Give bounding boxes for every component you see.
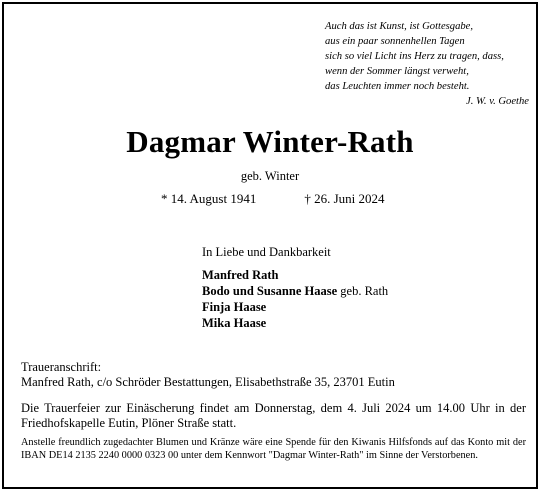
mourner-name: Finja Haase [202,300,267,314]
ceremony-info: Die Trauerfeier zur Einäscherung findet am Donnerstag, dem 4. Juli 2024 um 14.00 Uhr in der Friedhofskapelle Eutin, Plöner Straße statt. [21,401,526,430]
death-date: † 26. Juni 2024 [304,191,385,206]
mourners-intro: In Liebe und Dankbarkeit [202,245,331,259]
poem-line: aus ein paar sonnenhellen Tagen [325,36,465,47]
mourner-suffix: geb. Rath [337,284,389,298]
poem-line: Auch das ist Kunst, ist Gottesgabe, [325,21,474,32]
mourner-name: Bodo und Susanne Haase [202,284,338,298]
mourner [202,267,388,283]
life-dates [161,191,385,207]
poem-line: sich so viel Licht ins Herz zu tragen, dass, [325,51,504,62]
address-text: Manfred Rath, c/o Schröder Bestattungen, Elisabethstraße 35, 23701 Eutin [21,375,395,389]
poem-line: das Leuchten immer noch besteht. [325,81,470,92]
address-label: Traueranschrift: [21,360,102,374]
obituary-notice [2,2,538,489]
poem-author: J. W. v. Goethe [466,96,529,107]
deceased-name: Dagmar Winter-Rath [126,124,414,159]
mourner [202,283,388,299]
mourner-name: Manfred Rath [202,268,279,282]
birth-date: * 14. August 1941 [161,191,257,206]
birth-name: geb. Winter [240,169,300,183]
poem-quote [325,19,530,109]
mourning-address [21,360,395,390]
poem-line: wenn der Sommer längst verweht, [325,66,469,77]
mourner-name: Mika Haase [202,316,267,330]
donation-info: Anstelle freundlich zugedachter Blumen und Kränze wäre eine Spende für den Kiwanis Hilfsfonds auf das Konto mit der IBAN DE14 2135 2240 0000 0323 00 unter dem Kennwort "Dagmar Winter-Rath" im Sinne der Verstorbenen. [21,437,526,461]
mourners-list [202,244,388,331]
mourner [202,315,388,331]
mourner [202,299,388,315]
